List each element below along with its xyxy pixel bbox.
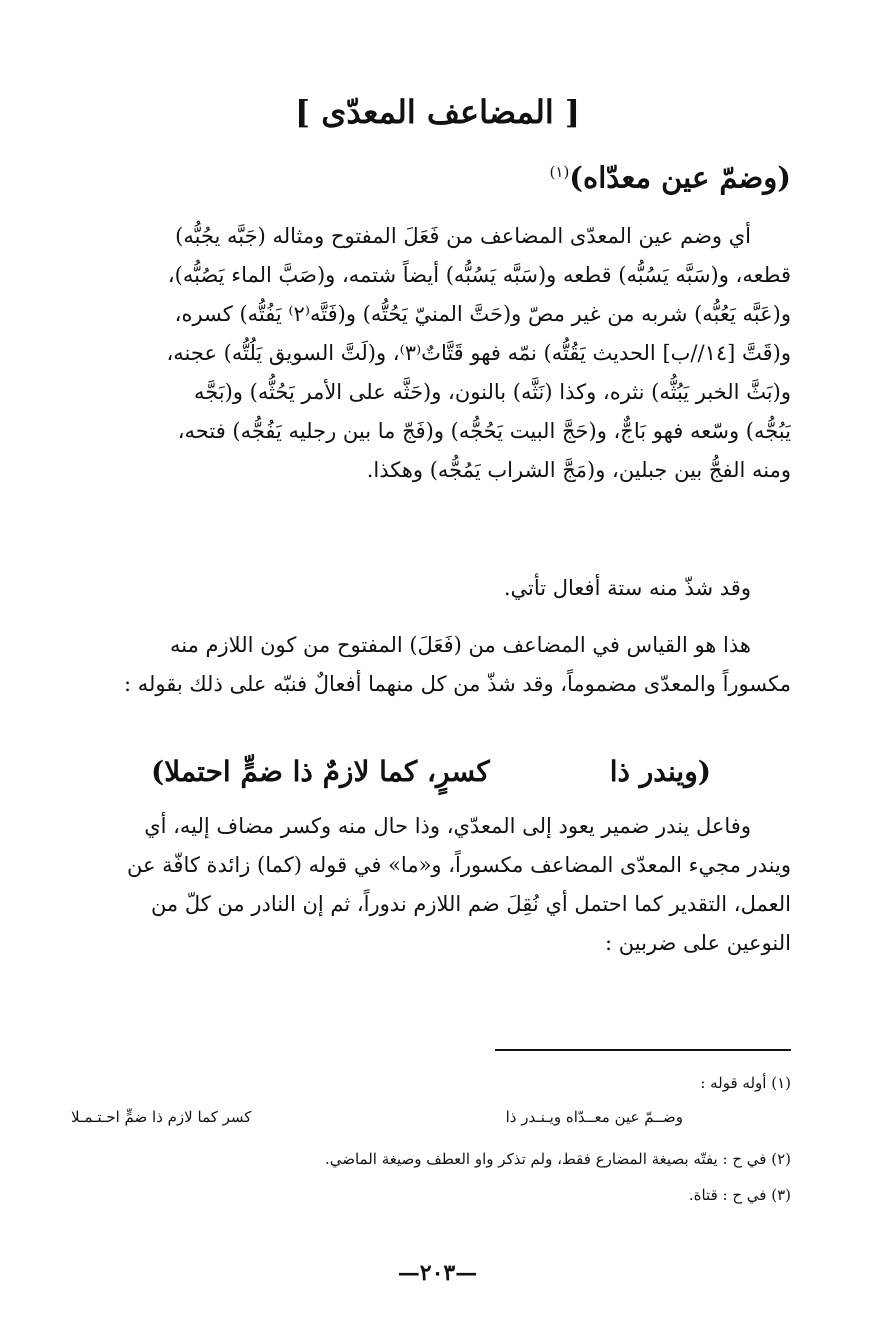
footnote-ref-1: (١) [549,163,570,181]
text-line: هذا هو القياس في المضاعف من (فَعَلَ) المفتوح من كون اللازم منه [170,633,751,657]
text-line: قطعه، و(سَبَّه يَسُبُّه) قطعه و(سَبَّه يَسُبُّه) أيضاً شتمه، و(صَبَّ الماء يَصُبُّه)، [167,263,791,287]
text-line: و(بَثَّ الخبر يَبُثُّه) نثره، وكذا (نَثَّه) بالنون، و(حَثَّه على الأمر يَحُثُّه) و(بَجَّه [193,380,791,404]
text-line: ومنه الفجُّ بين جبلين، و(مَجَّ الشراب يَمُجُّه) وهكذا. [366,458,791,482]
section-title: [ المضاعف المعدّى ] [295,93,580,131]
text-line: ويندر مجيء المعدّى المضاعف مكسوراً، و«ما» في قوله (كما) زائدة كافّة عن [126,853,791,877]
text-line: وفاعل يندر ضمير يعود إلى المعدّي، وذا حال منه وكسر مضاف إليه، أي [144,814,751,838]
text-line: أي وضم عين المعدّى المضاعف من فَعَلَ المفتوح ومثاله (جَبَّه يجُبُّه) [175,224,751,248]
text-line: النوعين على ضربين : [605,931,791,955]
commentary-paragraph-1 [81,217,791,490]
page-number: —٢٠٣— [397,1260,478,1286]
footnote-2: (٢) في ح : يفتّه بصيغة المضارع فقط، ولم تذكر واو العطف وصيغة الماضي. [324,1150,791,1168]
text-line: و(قَتَّ [١٤//ب] الحديث يَقُتُّه) نمّه فهو قَتَّاتٌ⁽٣⁾، و(لَتَّ السويق يَلُتُّه) عجنه، [166,341,791,365]
commentary-paragraph-4 [81,807,791,963]
verse-fragment-text: (وضمّ عين معدّاه) [569,160,791,195]
text-line: وقد شذّ منه ستة أفعال تأتي. [503,576,751,600]
text-line: و(عَبَّه يَعُبُّه) شربه من غير مصّ و(حَتَّ المنيّ يَحُتُّه) و(فَتَّه⁽٢⁾ يَفُتُّه) كسره، [174,302,791,326]
footnote-verse-first: وضــمّ عين معــدّاه ويـنـدر ذا [505,1108,683,1126]
text-line: مكسوراً والمعدّى مضموماً، وقد شذّ من كل منهما أفعالٌ فنبّه على ذلك بقوله : [123,672,791,696]
verse-first-hemistich: (ويندر ذا [609,755,711,788]
text-line: يَبُجُّه) وسّعه فهو بَاجٌّ، و(حَجَّ البيت يَحُجُّه) و(فَجّ ما بين رجليه يَفُجُّه) فتحه، [177,419,791,443]
commentary-paragraph-3 [81,626,791,704]
commentary-paragraph-2 [81,569,791,608]
footnote-1-verse [71,1104,791,1130]
footnote-divider [495,1049,791,1051]
verse-fragment-heading [550,152,791,198]
footnote-3: (٣) في ح : قتاة. [688,1186,791,1204]
footnote-verse-second: كسر كما لازم ذا ضمٍّ احـتـمـلا [71,1108,252,1126]
text-line: العمل، التقدير كما احتمل أي نُقِلَ ضم اللازم ندوراً، ثم إن النادر من كلّ من [150,892,791,916]
verse-second-hemistich: كسرٍ، كما لازمٌ ذا ضمٍّ احتملا) [151,755,490,788]
footnote-1-label: (١) أوله قوله : [700,1074,791,1092]
